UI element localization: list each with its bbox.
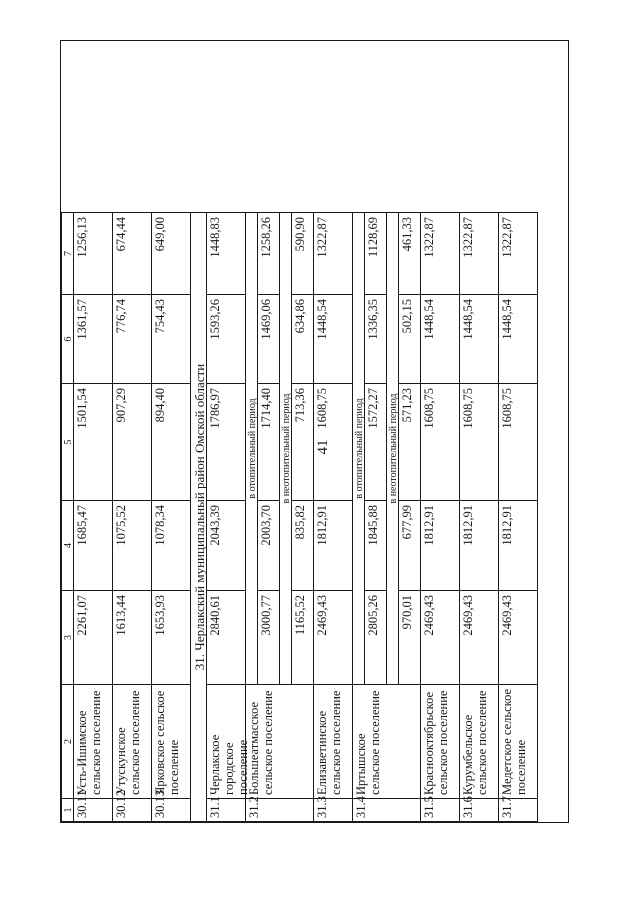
settlement-name: Елизаветинское сельское поселение [313, 684, 353, 799]
period-label: в отопительный период [352, 212, 365, 685]
tariff-value: 754,43 [151, 294, 191, 384]
period-label: в отопительный период [245, 212, 258, 685]
page-number: 41 [315, 439, 331, 455]
row-id: 31.5 [420, 798, 460, 822]
tariff-value: 590,90 [291, 212, 314, 295]
settlement-name: Утускунское сельское поселение [112, 684, 152, 799]
tariff-value: 1812,91 [420, 500, 460, 591]
column-number: 7 [61, 212, 74, 295]
row-id: 30.13 [151, 798, 191, 822]
tariff-value: 2003,70 [257, 500, 280, 591]
row-id: 30.11 [73, 798, 113, 822]
section-title: 31. Черлакский муниципальный район Омской области [190, 212, 207, 822]
column-number: 4 [61, 500, 74, 591]
tariff-value: 1469,06 [257, 294, 280, 384]
tariff-value: 1322,87 [420, 212, 460, 295]
tariff-value: 894,40 [151, 383, 191, 501]
tariff-value: 2469,43 [498, 590, 538, 685]
column-number: 5 [61, 383, 74, 501]
tariff-value: 2469,43 [459, 590, 499, 685]
row-id: 31.1 [206, 798, 246, 822]
column-number: 1 [61, 798, 74, 822]
period-label: в неотопительный период [279, 212, 292, 685]
tariff-value: 1501,54 [73, 383, 113, 501]
tariff-table [60, 40, 569, 823]
settlement-name: Усть-Ишимское сельское поселение [73, 684, 113, 799]
row-id: 30.12 [112, 798, 152, 822]
tariff-value: 1653,93 [151, 590, 191, 685]
tariff-value: 1812,91 [459, 500, 499, 591]
tariff-value: 1812,91 [498, 500, 538, 591]
tariff-value: 1613,44 [112, 590, 152, 685]
tariff-value: 1812,91 [313, 500, 353, 591]
tariff-value: 1608,75 [313, 383, 353, 501]
tariff-value: 970,01 [398, 590, 421, 685]
tariff-value: 1448,54 [459, 294, 499, 384]
tariff-value: 2469,43 [313, 590, 353, 685]
tariff-value: 1593,26 [206, 294, 246, 384]
column-number: 6 [61, 294, 74, 384]
period-label: в неотопительный период [386, 212, 399, 685]
tariff-value: 1714,40 [257, 383, 280, 501]
settlement-name: Краснооктябрьское сельское поселение [420, 684, 460, 799]
tariff-value: 1448,54 [420, 294, 460, 384]
tariff-value: 1608,75 [498, 383, 538, 501]
tariff-value: 776,74 [112, 294, 152, 384]
tariff-value: 1075,52 [112, 500, 152, 591]
tariff-value: 2840,61 [206, 590, 246, 685]
tariff-value: 1078,34 [151, 500, 191, 591]
tariff-value: 1786,97 [206, 383, 246, 501]
tariff-value: 634,86 [291, 294, 314, 384]
tariff-value: 713,36 [291, 383, 314, 501]
column-number: 2 [61, 684, 74, 799]
tariff-value: 461,33 [398, 212, 421, 295]
tariff-value: 1685,47 [73, 500, 113, 591]
tariff-value: 1572,27 [364, 383, 387, 501]
settlement-name: Большеатмасское сельское поселение [245, 684, 314, 799]
tariff-value: 1322,87 [313, 212, 353, 295]
tariff-value: 1845,88 [364, 500, 387, 591]
tariff-value: 1608,75 [420, 383, 460, 501]
tariff-value: 2469,43 [420, 590, 460, 685]
tariff-value: 571,23 [398, 383, 421, 501]
tariff-value: 649,00 [151, 212, 191, 295]
tariff-value: 1256,13 [73, 212, 113, 295]
row-id: 31.7 [498, 798, 538, 822]
row-id: 31.3 [313, 798, 353, 822]
tariff-value: 2805,26 [364, 590, 387, 685]
tariff-value: 1322,87 [498, 212, 538, 295]
tariff-value: 835,82 [291, 500, 314, 591]
column-number: 3 [61, 590, 74, 685]
tariff-value: 1448,83 [206, 212, 246, 295]
settlement-name: Ярковское сельское поселение [151, 684, 191, 799]
tariff-value: 1258,26 [257, 212, 280, 295]
settlement-name: Иртышское сельское поселение [352, 684, 421, 799]
tariff-value: 2043,39 [206, 500, 246, 591]
tariff-value: 1165,52 [291, 590, 314, 685]
tariff-value: 2261,07 [73, 590, 113, 685]
tariff-value: 1128,69 [364, 212, 387, 295]
row-id: 31.4 [352, 798, 421, 822]
row-id: 31.2 [245, 798, 314, 822]
tariff-value: 1336,35 [364, 294, 387, 384]
tariff-value: 1361,57 [73, 294, 113, 384]
tariff-value: 674,44 [112, 212, 152, 295]
tariff-value: 677,99 [398, 500, 421, 591]
tariff-value: 1448,54 [498, 294, 538, 384]
tariff-value: 502,15 [398, 294, 421, 384]
row-id: 31.6 [459, 798, 499, 822]
settlement-name: Курумбельское сельское поселение [459, 684, 499, 799]
tariff-value: 1608,75 [459, 383, 499, 501]
tariff-value: 1322,87 [459, 212, 499, 295]
tariff-value: 1448,54 [313, 294, 353, 384]
settlement-name: Медетское сельское поселение [498, 684, 538, 799]
tariff-value: 3000,77 [257, 590, 280, 685]
tariff-value: 907,29 [112, 383, 152, 501]
settlement-name: Черлакское городское поселение [206, 684, 246, 799]
